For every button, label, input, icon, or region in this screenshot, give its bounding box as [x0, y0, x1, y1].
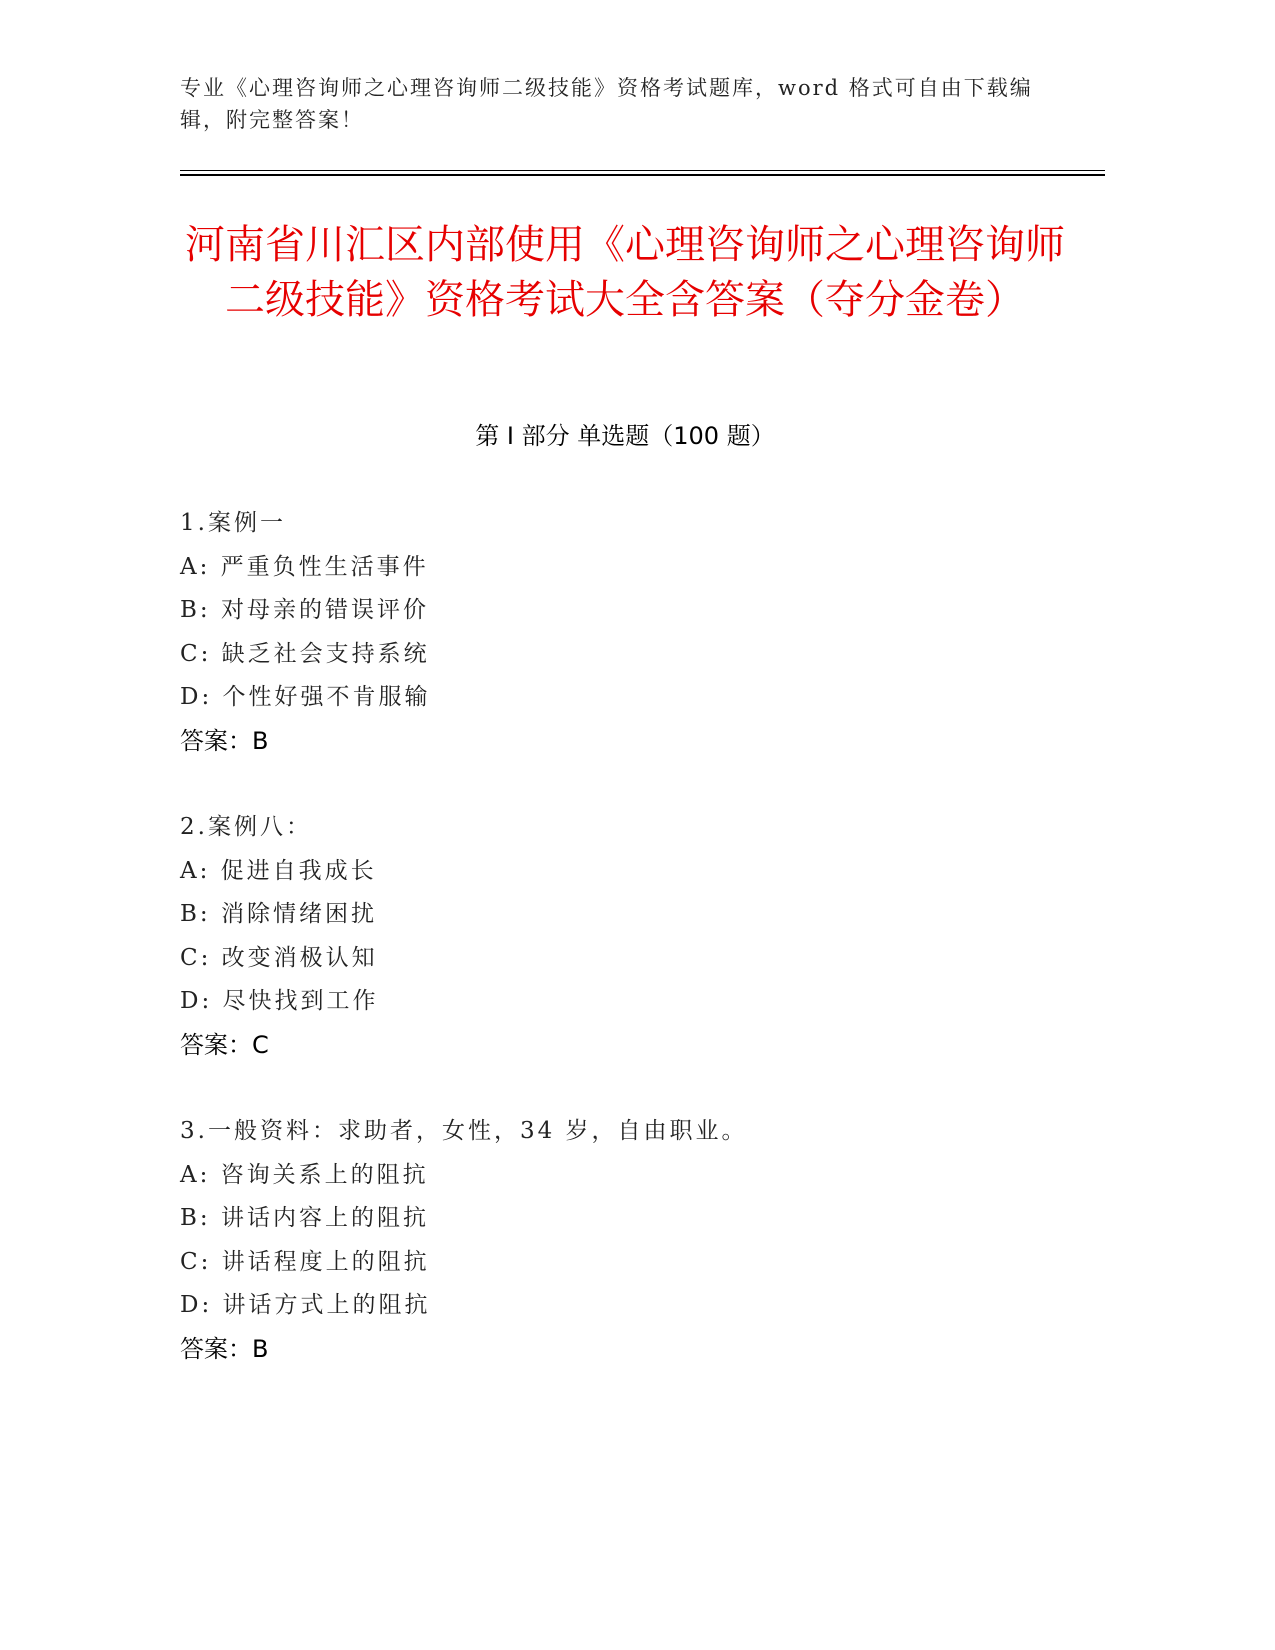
question-1 — [180, 502, 1080, 763]
option-a: A: 咨询关系上的阻抗 — [180, 1161, 429, 1188]
document-title: 河南省川汇区内部使用《心理咨询师之心理咨询师二级技能》资格考试大全含答案（夺分金卷） — [185, 222, 1065, 323]
question-stem: 2.案例八： — [180, 814, 312, 840]
option-c: C: 缺乏社会支持系统 — [180, 640, 430, 667]
option-a: A: 严重负性生活事件 — [180, 553, 429, 580]
header-divider-thick — [180, 174, 1105, 176]
header-divider-thin — [180, 170, 1105, 171]
question-list — [180, 502, 1080, 1414]
question-stem: 3.一般资料：求助者，女性，34 岁，自由职业。 — [180, 1118, 748, 1144]
option-b: B: 消除情绪困扰 — [180, 901, 377, 927]
option-d: D: 尽快找到工作 — [180, 988, 379, 1014]
answer-line: 答案：C — [180, 1030, 269, 1059]
option-c: C: 讲话程度上的阻抗 — [180, 1248, 430, 1275]
answer-line: 答案：B — [180, 726, 269, 755]
answer-line: 答案：B — [180, 1334, 269, 1363]
question-3 — [180, 1110, 1080, 1371]
section-heading: 第 I 部分 单选题（100 题） — [475, 422, 775, 450]
option-b: B: 讲话内容上的阻抗 — [180, 1205, 429, 1231]
option-c: C: 改变消极认知 — [180, 944, 378, 971]
question-stem: 1.案例一 — [180, 510, 286, 536]
header-note: 专业《心理咨询师之心理咨询师二级技能》资格考试题库，word 格式可自由下载编辑，附完整答案！ — [180, 76, 1033, 132]
option-d: D: 讲话方式上的阻抗 — [180, 1292, 431, 1318]
option-b: B: 对母亲的错误评价 — [180, 597, 429, 623]
option-a: A: 促进自我成长 — [180, 857, 377, 884]
option-d: D: 个性好强不肯服输 — [180, 684, 431, 710]
question-2 — [180, 806, 1080, 1067]
